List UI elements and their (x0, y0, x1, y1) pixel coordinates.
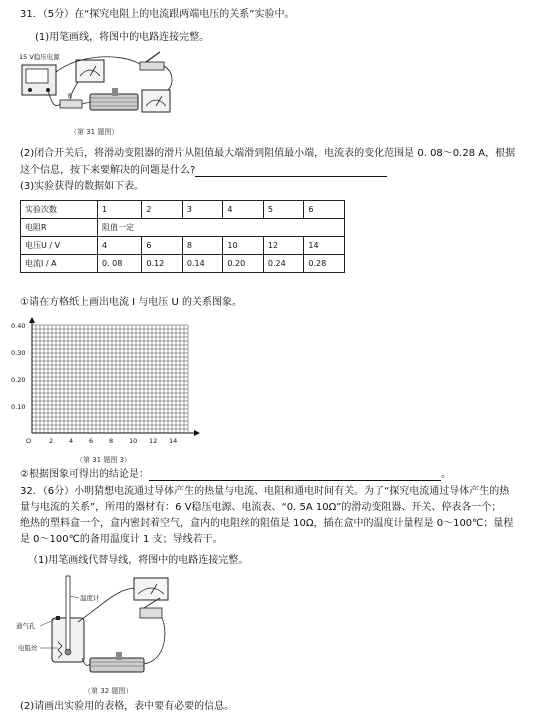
q31-answer-blank[interactable] (195, 166, 387, 177)
table-row (21, 237, 345, 255)
thermometer-icon (66, 576, 70, 650)
q31-part3: (3)实验获得的数据如下表。 (20, 181, 145, 192)
q32-part2: (2)请画出实验用的表格，表中要有必要的信息。 (20, 701, 235, 712)
x-tick-label: O (26, 437, 32, 445)
x-tick-label: 2 (49, 437, 54, 445)
q31-part2-line1: (2)闭合开关后，将滑动变阻器的滑片从阻值最大端滑到阻值最小端，电流表的变化范围是 0. 08～0.28 A，根据 (20, 148, 516, 159)
table-cell: 12 (263, 237, 304, 255)
q31-data-table (20, 200, 345, 273)
q32-apparatus-figure (16, 572, 186, 682)
table-row (21, 201, 345, 219)
y-tick-label: 0.10 (11, 403, 26, 411)
q31-sub1: ①请在方格纸上画出电流 I 与电压 U 的关系图象。 (20, 297, 242, 308)
switch-icon (140, 62, 164, 70)
table-cell: 4 (223, 201, 264, 219)
q31-part1: (1)用笔画线，将图中的电路连接完整。 (35, 32, 210, 43)
table-cell: 1 (98, 201, 142, 219)
x-tick-label: 14 (169, 437, 178, 445)
vent-hole-icon (56, 616, 60, 620)
resistance-wire-label: 电阻丝 (18, 644, 38, 652)
y-axis-arrow-icon (29, 317, 35, 323)
q31-part2-line2: 这个信息，按下来要解决的问题是什么? (20, 165, 196, 176)
q31-part2-line2-row (20, 164, 387, 177)
table-cell: 4 (98, 237, 142, 255)
table-cell: 阻值一定 (98, 219, 345, 237)
q32-line1: 32．（6分）小明猜想电流通过导体产生的热量与电流、电阻和通电时间有关。为了“探究电流通过导体产生的热 (20, 486, 510, 497)
y-tick-label: 0.20 (11, 376, 26, 384)
table-cell: 电压U / V (21, 237, 98, 255)
q32-text (20, 484, 535, 548)
q31-figure-caption: （第 31 题图） (70, 128, 119, 136)
table-cell: 6 (304, 201, 345, 219)
x-axis-arrow-icon (194, 430, 200, 436)
table-cell: 3 (182, 201, 223, 219)
q31-sub2-row: ②根据图象可得出的结论是： 。 (20, 469, 451, 480)
rheostat-icon (90, 658, 144, 672)
table-cell: 0.24 (263, 255, 304, 273)
table-cell: 0.14 (182, 255, 223, 273)
table-cell: 实验次数 (21, 201, 98, 219)
table-cell: 电流I / A (21, 255, 98, 273)
vent-hole-label: 通气孔 (16, 622, 36, 630)
table-cell: 0.12 (142, 255, 183, 273)
q32-line2: 量与电流的关系”，所用的器材有：6 V稳压电源、电流表、“0. 5A 10Ω”的滑动变阻器、开关、停表各一个； (20, 502, 502, 513)
table-row (21, 255, 345, 273)
resistor-icon (60, 100, 82, 108)
q32-figure-caption: （第 32 题图） (84, 687, 133, 695)
x-tick-label: 8 (109, 437, 114, 445)
table-cell: 8 (182, 237, 223, 255)
y-tick-label: 0.40 (11, 322, 26, 330)
table-cell: 10 (223, 237, 264, 255)
q31-power-supply-label: 15 V稳压电源 (19, 53, 60, 61)
x-tick-label: 10 (129, 437, 138, 445)
q31-graph-caption: （第 31 题图 3） (76, 456, 132, 464)
q31-sub2: ②根据图象可得出的结论是： (20, 469, 149, 480)
q31-header: 31．（5分）在“探究电阻上的电流跟两端电压的关系”实验中。 (20, 9, 295, 20)
x-tick-label: 12 (149, 437, 158, 445)
ammeter-icon (142, 90, 170, 112)
table-cell: 6 (142, 237, 183, 255)
voltmeter-icon (76, 60, 104, 82)
table-row (21, 219, 345, 237)
table-cell: 2 (142, 201, 183, 219)
q32-line4: 是 0～100℃的备用温度计 1 支；导线若干。 (20, 534, 223, 545)
thermometer-label: 温度计 (80, 594, 100, 602)
q32-part1: （1)用笔画线代替导线，将图中的电路连接完整。 (28, 555, 249, 566)
table-cell: 0. 08 (98, 255, 142, 273)
y-tick-label: 0.30 (11, 349, 26, 357)
table-cell: 电阻R (21, 219, 98, 237)
table-cell: 0.28 (304, 255, 345, 273)
table-cell: 5 (263, 201, 304, 219)
x-tick-label: 6 (89, 437, 94, 445)
x-tick-label: 4 (69, 437, 74, 445)
table-cell: 14 (304, 237, 345, 255)
q31-conclusion-blank[interactable] (149, 470, 441, 481)
ammeter-icon (134, 578, 168, 600)
switch-icon (140, 608, 162, 618)
q32-line3: 绝热的塑料盒一个，盒内密封着空气，盒内的电阻丝的阻值是 10Ω，插在盒中的温度计量程是 0～100℃；量程 (20, 518, 514, 529)
table-cell: 0.20 (223, 255, 264, 273)
q31-graph-grid (10, 315, 210, 453)
q31-circuit-figure (18, 50, 178, 122)
svg-text:R: R (68, 93, 73, 100)
